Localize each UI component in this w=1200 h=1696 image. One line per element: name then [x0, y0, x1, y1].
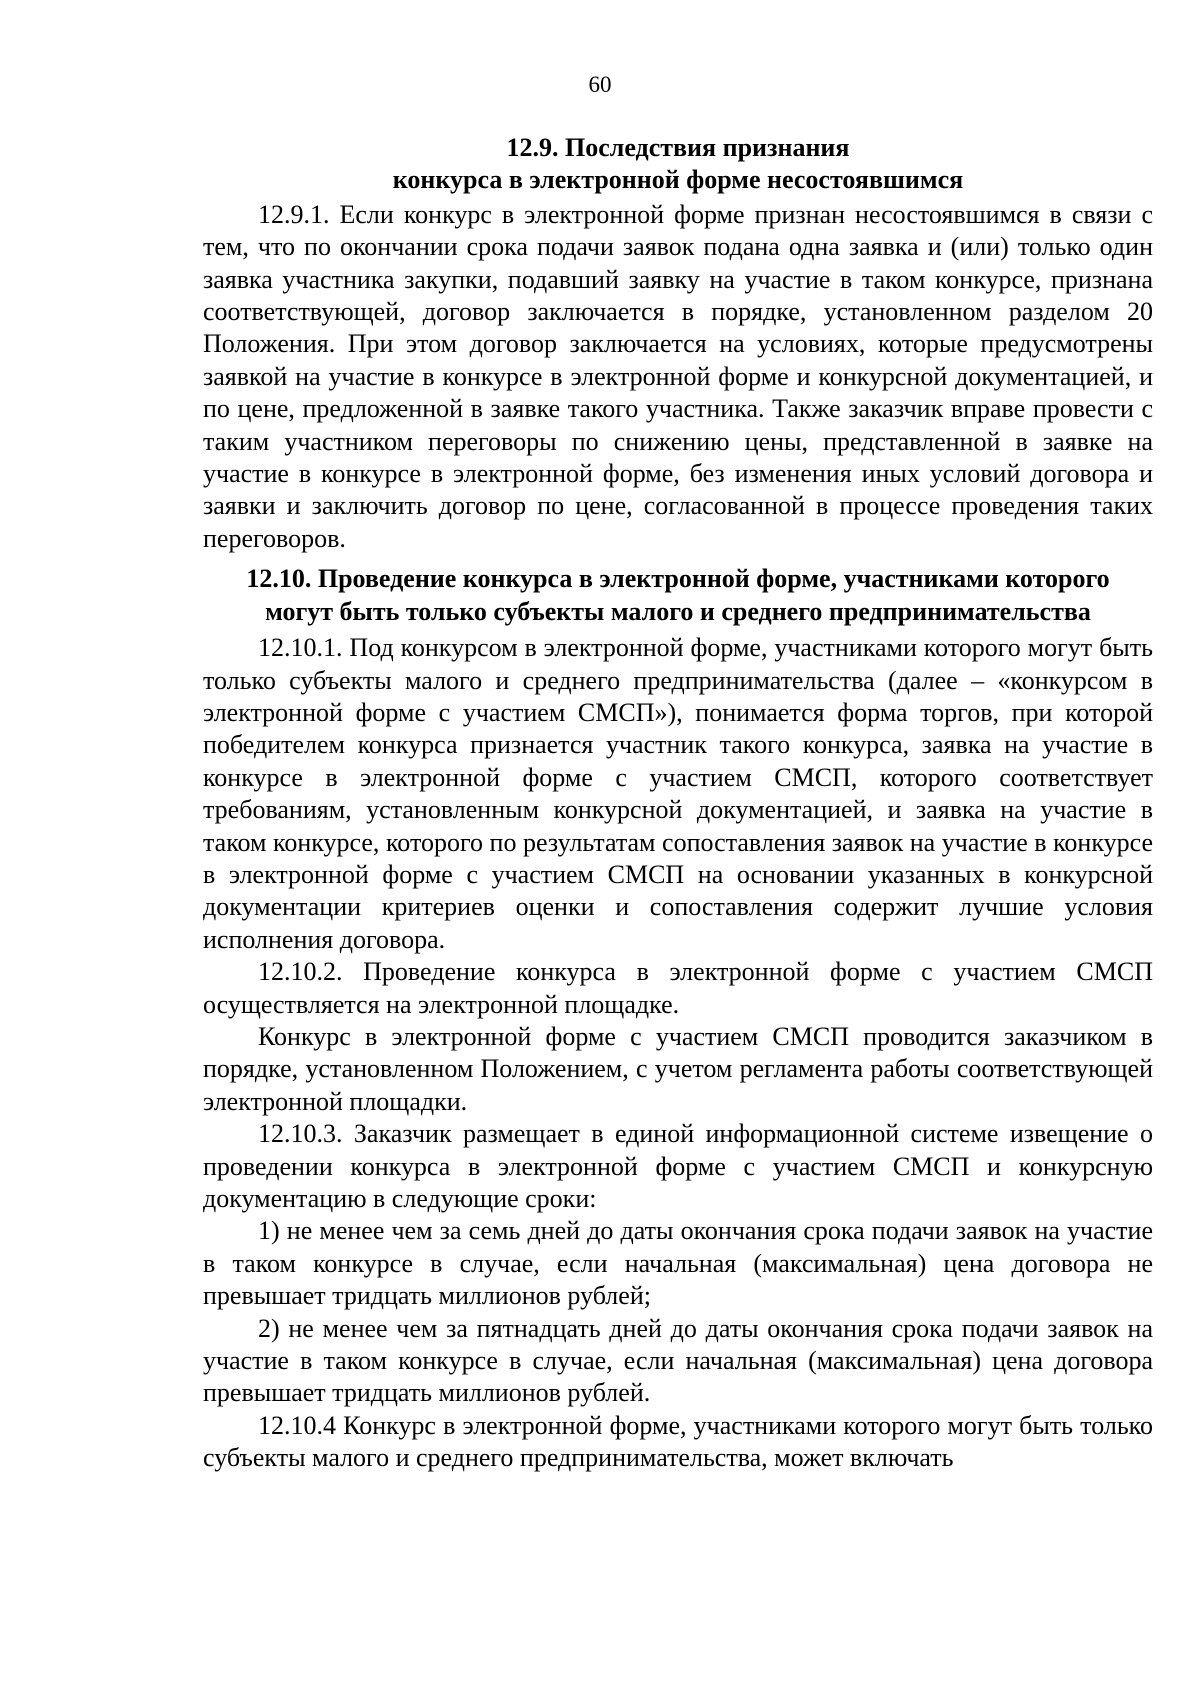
paragraph-12-10-1: 12.10.1. Под конкурсом в электронной форме, участниками которого могут быть только субъекты малого и среднего предпринимательства (далее – «конкурсом в электронной форме с участием СМСП»), понимается форма торгов, при которой победителем конкурса признается участник такого конкурса, заявка на участие в конкурсе в электронной форме с участием СМСП, которого соответствует требованиям, установленным конкурсной документацией, и заявка на участие в таком конкурсе, которого по результатам сопоставления заявок на участие в конкурсе в электронной форме с участием СМСП на основании указанных в конкурсной документации критериев оценки и сопоставления содержит лучшие условия исполнения договора.: [203, 633, 1153, 954]
list-item-term-2: 2) не менее чем за пятнадцать дней до даты окончания срока подачи заявок на участие в таком конкурсе в случае, если начальная (максимальная) цена договора превышает тридцать миллионов рублей.: [203, 1313, 1153, 1408]
section-heading-line: 12.9. Последствия признания: [506, 133, 850, 162]
paragraph-12-10-2: 12.10.2. Проведение конкурса в электронной форме с участием СМСП осуществляется на электронной площадке.: [203, 957, 1153, 1019]
section-heading-line: 12.10. Проведение конкурса в электронной форме, участниками которого: [246, 564, 1110, 594]
paragraph-12-9-1: 12.9.1. Если конкурс в электронной форме признан несостоявшимся в связи с тем, что по окончании срока подачи заявок подана одна заявка и (или) только один заявка участника закупки, подавший заявку на участие в таком конкурсе, признана соответствующей, договор заключается в порядке, установленном разделом 20 Положения. При этом договор заключается на условиях, которые предусмотрены заявкой на участие в конкурсе в электронной форме и конкурсной документацией, и по цене, предложенной в заявке такого участника. Также заказчик вправе провести с таким участником переговоры по снижению цены, представленной в заявке на участие в конкурсе в электронной форме, без изменения иных условий договора и заявки и заключить договор по цене, согласованной в процессе проведения таких переговоров.: [203, 199, 1153, 553]
page-number: 60: [588, 72, 612, 97]
page-content: [203, 132, 1153, 1475]
list-item-term-1: 1) не менее чем за семь дней до даты окончания срока подачи заявок на участие в таком конкурсе в случае, если начальная (максимальная) цена договора не превышает тридцать миллионов рублей;: [203, 1216, 1153, 1311]
section-heading-12-10: [203, 563, 1153, 628]
paragraph-12-10-4: 12.10.4 Конкурс в электронной форме, участниками которого могут быть только субъекты малого и среднего предпринимательства, может включать: [203, 1410, 1153, 1473]
section-heading-line: могут быть только субъекты малого и среднего предпринимательства: [265, 596, 1091, 626]
section-heading-12-9: [203, 132, 1153, 197]
paragraph-12-10-3: 12.10.3. Заказчик размещает в единой информационной системе извещение о проведении конкурса в электронной форме с участием СМСП и конкурсную документацию в следующие сроки:: [203, 1119, 1153, 1213]
section-heading-line: конкурса в электронной форме несостоявшимся: [392, 165, 964, 195]
paragraph-smsp-procedure: Конкурс в электронной форме с участием СМСП проводится заказчиком в порядке, установленном Положением, с учетом регламента работы соответствующей электронной площадки.: [203, 1021, 1153, 1116]
